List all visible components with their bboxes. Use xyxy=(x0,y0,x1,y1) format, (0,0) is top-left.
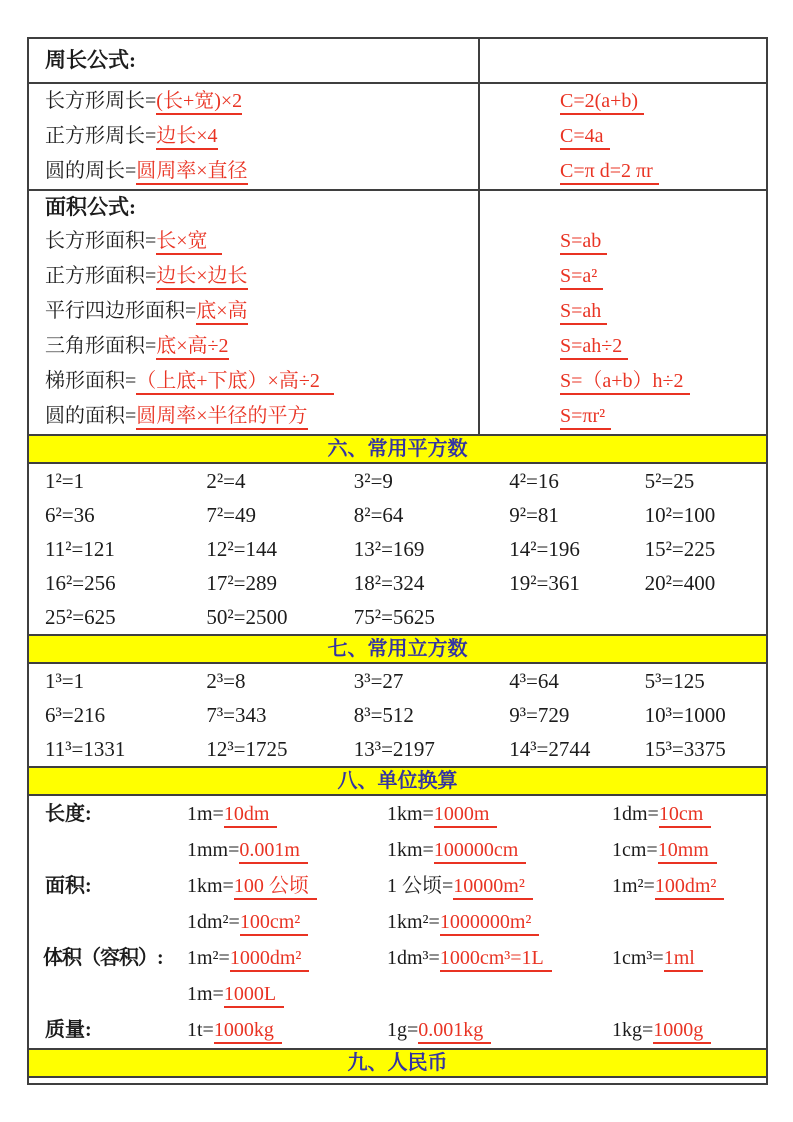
formula-value: （上底+下底）×高÷2 xyxy=(136,370,334,395)
area-title: 面积公式: xyxy=(29,191,480,224)
cube-cell: 15³=3375 xyxy=(644,737,726,761)
square-cell: 17²=289 xyxy=(206,571,278,595)
square-cell: 75²=5625 xyxy=(353,605,435,629)
square-cell: 10²=100 xyxy=(644,503,716,527)
square-cell: 12²=144 xyxy=(206,537,278,561)
cube-cell: 6³=216 xyxy=(45,703,106,727)
empty-cell xyxy=(480,191,766,224)
formula-label: 长方形周长= xyxy=(45,90,157,112)
formula-row xyxy=(29,329,766,364)
formula-symbolic: S=πr² xyxy=(560,405,611,430)
unit-equation: 1t=1000kg xyxy=(187,1012,387,1048)
unit-equation xyxy=(387,976,612,1012)
unit-equation: 1dm³=1000cm³=1L xyxy=(387,940,612,976)
square-cell: 1²=1 xyxy=(45,469,85,493)
formula-symbolic: S=ab xyxy=(560,230,607,255)
formula-label: 长方形面积= xyxy=(45,230,157,252)
cube-cell: 7³=343 xyxy=(206,703,267,727)
square-cell: 3²=9 xyxy=(353,469,393,493)
formula-row xyxy=(29,294,766,329)
formula-symbolic: C=π d=2 πr xyxy=(560,160,659,185)
formula-value: (长+宽)×2 xyxy=(156,90,242,115)
square-cell: 15²=225 xyxy=(644,537,716,561)
cube-cell: 11³=1331 xyxy=(45,737,126,761)
square-cell: 8²=64 xyxy=(353,503,404,527)
unit-equation: 1km²=1000000m² xyxy=(387,904,612,940)
perimeter-title: 周长公式: xyxy=(29,39,480,82)
formula-symbolic: S=ah÷2 xyxy=(560,335,628,360)
cube-cell: 2³=8 xyxy=(206,669,246,693)
formula-row xyxy=(29,84,766,119)
unit-line xyxy=(29,904,766,940)
unit-equation: 1mm=0.001m xyxy=(187,832,387,868)
formula-row xyxy=(29,119,766,154)
square-cell: 16²=256 xyxy=(45,571,116,595)
unit-equation: 1km=100 公顷 xyxy=(187,868,387,904)
section-header-cubes: 七、常用立方数 xyxy=(29,634,766,664)
square-cell: 18²=324 xyxy=(353,571,425,595)
square-cell: 11²=121 xyxy=(45,537,115,561)
unit-category-label xyxy=(29,976,187,1012)
formula-row xyxy=(29,259,766,294)
cube-cell: 4³=64 xyxy=(509,669,559,693)
unit-equation: 1m=10dm xyxy=(187,796,387,832)
cube-cell: 12³=1725 xyxy=(206,737,288,761)
formula-value: 圆周率×半径的平方 xyxy=(136,405,307,430)
formula-sheet xyxy=(27,37,768,1085)
unit-equation: 1dm=10cm xyxy=(612,796,766,832)
unit-equation: 1m²=100dm² xyxy=(612,868,766,904)
unit-category-label: 长度: xyxy=(45,803,92,825)
section-header-units: 八、单位换算 xyxy=(29,766,766,796)
unit-category-label: 质量: xyxy=(45,1019,92,1041)
unit-equation: 1m=1000L xyxy=(187,976,387,1012)
square-cell: 20²=400 xyxy=(644,571,716,595)
empty-cell xyxy=(480,39,766,82)
perimeter-title-row xyxy=(29,39,766,84)
formula-value: 长×宽 xyxy=(156,230,221,255)
unit-category-label xyxy=(29,832,187,868)
formula-value: 底×高 xyxy=(196,300,247,325)
sheet-bottom-padding xyxy=(29,1078,766,1083)
formula-value: 底×高÷2 xyxy=(156,335,228,360)
formula-label: 平行四边形面积= xyxy=(45,300,197,322)
perimeter-section xyxy=(29,84,766,189)
formula-symbolic: S=a² xyxy=(560,265,603,290)
unit-equation: 1m²=1000dm² xyxy=(187,940,387,976)
formula-row xyxy=(29,364,766,399)
unit-category-label: 面积: xyxy=(45,875,92,897)
unit-category-label: 体积（容积）: xyxy=(43,947,163,969)
unit-line xyxy=(29,940,766,976)
unit-equation: 1dm²=100cm² xyxy=(187,904,387,940)
square-cell: 19²=361 xyxy=(509,571,580,595)
formula-value: 边长×4 xyxy=(156,125,217,150)
formula-label: 正方形面积= xyxy=(45,265,157,287)
square-cell: 7²=49 xyxy=(206,503,257,527)
square-cell: 9²=81 xyxy=(509,503,559,527)
square-cell: 50²=2500 xyxy=(206,605,288,629)
unit-equation: 1cm=10mm xyxy=(612,832,766,868)
section-header-squares: 六、常用平方数 xyxy=(29,434,766,464)
square-cell: 14²=196 xyxy=(509,537,580,561)
unit-equation: 1km=1000m xyxy=(387,796,612,832)
formula-row xyxy=(29,224,766,259)
cube-cell: 8³=512 xyxy=(353,703,414,727)
square-cell: 25²=625 xyxy=(45,605,116,629)
cube-cell: 13³=2197 xyxy=(353,737,435,761)
unit-equation: 1kg=1000g xyxy=(612,1012,766,1048)
unit-equation xyxy=(612,904,766,940)
formula-symbolic: C=2(a+b) xyxy=(560,90,644,115)
formula-value: 圆周率×直径 xyxy=(136,160,247,185)
section-header-rmb: 九、人民币 xyxy=(29,1048,766,1078)
square-cell: 5²=25 xyxy=(644,469,695,493)
unit-line xyxy=(29,868,766,904)
unit-equation: 1km=100000cm xyxy=(387,832,612,868)
formula-label: 三角形面积= xyxy=(45,335,157,357)
formula-label: 梯形面积= xyxy=(45,370,137,392)
square-cell: 4²=16 xyxy=(509,469,559,493)
formula-label: 圆的面积= xyxy=(45,405,137,427)
units-section xyxy=(29,796,766,1048)
formula-symbolic: C=4a xyxy=(560,125,610,150)
unit-line xyxy=(29,832,766,868)
formula-value: 边长×边长 xyxy=(156,265,247,290)
unit-equation: 1g=0.001kg xyxy=(387,1012,612,1048)
cube-cell: 5³=125 xyxy=(644,669,705,693)
unit-line xyxy=(29,796,766,832)
squares-grid xyxy=(29,464,766,634)
cube-cell: 1³=1 xyxy=(45,669,85,693)
formula-symbolic: S=（a+b）h÷2 xyxy=(560,370,690,395)
unit-equation: 1 公顷=10000m² xyxy=(387,868,612,904)
unit-line xyxy=(29,976,766,1012)
area-title-row xyxy=(29,189,766,224)
cube-cell: 10³=1000 xyxy=(644,703,726,727)
cube-cell: 3³=27 xyxy=(353,669,404,693)
formula-label: 圆的周长= xyxy=(45,160,137,182)
formula-row xyxy=(29,399,766,434)
cube-cell: 9³=729 xyxy=(509,703,570,727)
unit-equation xyxy=(612,976,766,1012)
unit-line xyxy=(29,1012,766,1048)
formula-label: 正方形周长= xyxy=(45,125,157,147)
unit-equation: 1cm³=1ml xyxy=(612,940,766,976)
area-section xyxy=(29,189,766,434)
formula-row xyxy=(29,154,766,189)
unit-category-label xyxy=(29,904,187,940)
cubes-grid xyxy=(29,664,766,766)
cube-cell: 14³=2744 xyxy=(509,737,591,761)
square-cell: 2²=4 xyxy=(206,469,246,493)
square-cell: 13²=169 xyxy=(353,537,425,561)
formula-symbolic: S=ah xyxy=(560,300,607,325)
square-cell: 6²=36 xyxy=(45,503,95,527)
